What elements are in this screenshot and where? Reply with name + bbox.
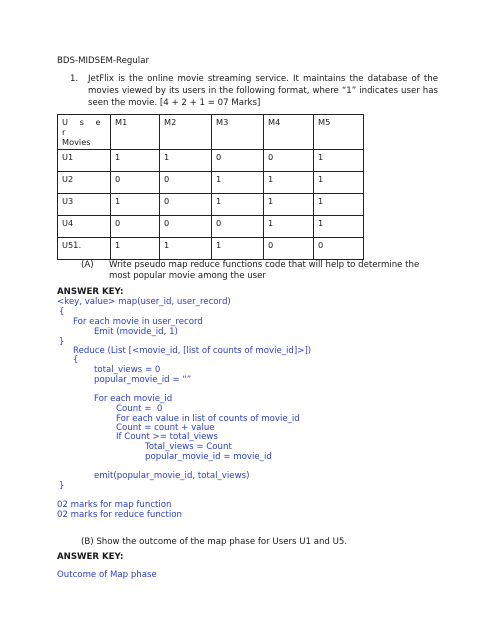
- part-b-label: (B): [81, 537, 94, 547]
- cell: 0: [111, 172, 160, 194]
- marks-map: 02 marks for map function: [57, 500, 172, 510]
- marks-reduce: 02 marks for reduce function: [57, 510, 182, 520]
- question-text: JetFlix is the online movie streaming service. It maintains the database of the movies viewed by its users in the following format, where “1” indicates user has seen the movie. [4 + 2 + 1 = 07 Marks]: [88, 74, 438, 108]
- row-user: U2: [58, 172, 111, 194]
- cell: 1: [264, 216, 314, 238]
- code-line: Count = 0: [116, 404, 163, 414]
- cell: 0: [160, 216, 212, 238]
- code-line: emit(popular_movie_id, total_views): [94, 471, 250, 481]
- header-user: U s e r: [62, 117, 106, 137]
- code-line: Reduce (List [<movie_id, [list of counts of movie_id]>]): [73, 346, 312, 356]
- cell: 0: [264, 150, 314, 172]
- part-a-text: Write pseudo map reduce functions code that will help to determine the most popular movie among the user: [109, 260, 420, 281]
- viewing-table: [57, 114, 364, 260]
- answer-key-label: ANSWER KEY:: [57, 287, 124, 297]
- cell: 0: [160, 194, 212, 216]
- cell: 1: [314, 150, 364, 172]
- code-line: For each movie in user_record: [73, 317, 203, 327]
- code-line: <key, value> map(user_id, user_record): [57, 297, 231, 307]
- part-a: [81, 260, 439, 282]
- header-user-movies: [58, 115, 111, 150]
- code-line: For each value in list of counts of movie_id: [116, 414, 300, 424]
- part-b: [81, 537, 347, 547]
- cell: 0: [212, 216, 264, 238]
- header-m5: M5: [314, 115, 364, 150]
- cell: 1: [212, 194, 264, 216]
- code-line: Total_views = Count: [145, 442, 232, 452]
- code-line: If Count >= total_views: [116, 432, 218, 442]
- part-b-text: Show the outcome of the map phase for Users U1 and U5.: [96, 537, 348, 547]
- code-line: {: [73, 355, 79, 365]
- course-header: BDS-MIDSEM-Regular: [57, 56, 149, 66]
- cell: 1: [264, 194, 314, 216]
- cell: 1: [111, 150, 160, 172]
- cell: 0: [264, 238, 314, 260]
- question-number: 1.: [70, 74, 79, 84]
- table-row: [58, 150, 364, 172]
- table-row: [58, 216, 364, 238]
- code-line: total_views = 0: [94, 365, 161, 375]
- table-row: [58, 194, 364, 216]
- cell: 1: [212, 238, 264, 260]
- code-line: Emit (movide_id, 1): [94, 327, 178, 337]
- cell: 1: [264, 172, 314, 194]
- code-line: Count = count + value: [116, 423, 215, 433]
- cell: 1: [212, 172, 264, 194]
- cell: 1: [160, 238, 212, 260]
- part-a-label: (A): [81, 260, 94, 270]
- cell: 1: [111, 194, 160, 216]
- subquestion-number: 1.: [73, 241, 82, 251]
- answer-key-label-b: ANSWER KEY:: [57, 552, 124, 562]
- row-user: U5: [58, 238, 111, 260]
- code-line: {: [59, 307, 65, 317]
- row-user: U1: [58, 150, 111, 172]
- code-line: }: [59, 481, 65, 491]
- header-m1: M1: [111, 115, 160, 150]
- outcome-label: Outcome of Map phase: [57, 570, 157, 580]
- cell: 1: [160, 150, 212, 172]
- row-user: U3: [58, 194, 111, 216]
- cell: 0: [212, 150, 264, 172]
- table-header-row: [58, 115, 364, 150]
- header-m2: M2: [160, 115, 212, 150]
- code-line: For each movie_id: [94, 394, 173, 404]
- header-m3: M3: [212, 115, 264, 150]
- cell: 0: [111, 216, 160, 238]
- row-user: U4: [58, 216, 111, 238]
- header-m4: M4: [264, 115, 314, 150]
- cell: 1: [111, 238, 160, 260]
- cell: 1: [314, 172, 364, 194]
- table-row: [58, 172, 364, 194]
- cell: 1: [314, 216, 364, 238]
- code-line: popular_movie_id = movie_id: [145, 452, 272, 462]
- question-1: [70, 73, 438, 109]
- cell: 0: [160, 172, 212, 194]
- code-line: popular_movie_id = “”: [94, 375, 192, 385]
- code-line: }: [59, 337, 65, 347]
- cell: 0: [314, 238, 364, 260]
- cell: 1: [314, 194, 364, 216]
- header-movies: Movies: [62, 137, 91, 147]
- table-row: [58, 238, 364, 260]
